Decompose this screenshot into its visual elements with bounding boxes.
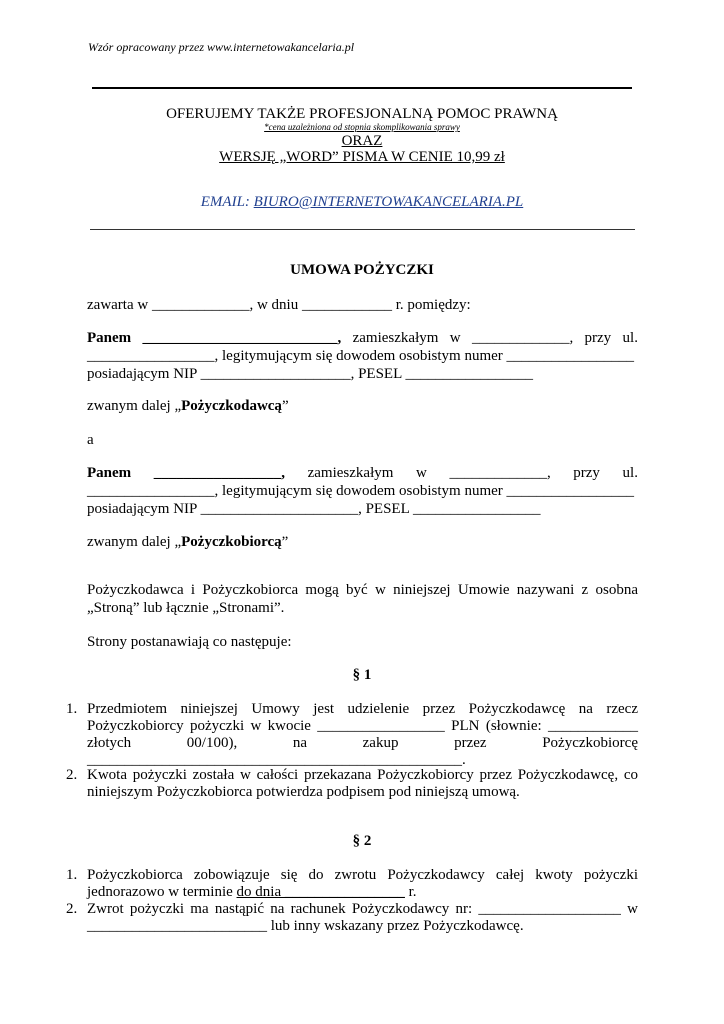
- party2-city-blank: _____________,: [449, 465, 551, 481]
- parties-definition-line1: Pożyczkodawca i Pożyczkobiorca mogą być w niniejszej Umowie nazywani z osobna: [87, 582, 638, 598]
- promo-divider: [90, 229, 635, 230]
- party1-line3: posiadającym NIP ____________________, PESEL _________________: [87, 366, 533, 382]
- intro-line: zawarta w _____________, w dniu ____________ r. pomiędzy:: [87, 297, 471, 313]
- party2-word: w: [416, 465, 427, 481]
- email-link[interactable]: BIURO@INTERNETOWAKANCELARIA.PL: [253, 194, 524, 210]
- section-2-heading: § 2: [352, 833, 372, 849]
- party1-word: zamieszkałym: [352, 330, 439, 346]
- s2-item2-line1: Zwrot pożyczki ma nastąpić na rachunek Pożyczkodawcy nr: ___________________ w: [87, 901, 638, 917]
- promo-word-version: WERSJĘ „WORD” PISMA W CENIE 10,99 zł: [219, 149, 505, 165]
- deadline-text: jednorazowo w terminie: [87, 884, 237, 900]
- promo-oraz: ORAZ: [341, 133, 383, 149]
- s1-item1-line4: __________________________________________________.: [87, 752, 466, 768]
- party2-word: ul.: [622, 465, 638, 481]
- s1-item2-line2: niniejszym Pożyczkobiorca potwierdza podpisem pod niniejszą umową.: [87, 784, 520, 800]
- party1-designation: [87, 398, 638, 415]
- promo-email: [90, 194, 634, 211]
- designation-term: Pożyczkobiorcą: [181, 534, 282, 550]
- list-number: 1.: [66, 867, 78, 883]
- s1-item2-line1: Kwota pożyczki została w całości przekazana Pożyczkobiorcy przez Pożyczkodawcę, co: [87, 767, 638, 783]
- agreement-intro: Strony postanawiają co następuje:: [87, 634, 292, 650]
- s1-item1-line1: Przedmiotem niniejszej Umowy jest udzielenie przez Pożyczkodawcę na rzecz: [87, 701, 638, 717]
- promo-price-note: *cena uzależniona od stopnia skomplikowania sprawy: [264, 122, 460, 132]
- list-number: 1.: [66, 701, 78, 717]
- designation-text: zwanym dalej „: [87, 398, 182, 414]
- party1-word: przy: [584, 330, 612, 346]
- party1-name-blank: __________________________,: [142, 330, 342, 346]
- s2-item1-line1: Pożyczkobiorca zobowiązuje się do zwrotu Pożyczkodawcy całej kwoty pożyczki: [87, 867, 638, 883]
- email-label: EMAIL:: [200, 194, 254, 210]
- party2-line3: posiadającym NIP _____________________, PESEL _________________: [87, 501, 541, 517]
- section-1-heading: § 1: [352, 667, 372, 683]
- designation-text: ”: [281, 398, 289, 414]
- party2-designation: [87, 534, 638, 551]
- party1-city-blank: _____________,: [471, 330, 574, 346]
- list-number: 2.: [66, 767, 78, 783]
- party2-line1: [87, 465, 638, 482]
- party1-line2: _________________, legitymującym się dowodem osobistym numer _________________: [87, 348, 635, 364]
- deadline-text: r.: [404, 884, 417, 900]
- s2-item2-line2: ________________________ lub inny wskazany przez Pożyczkodawcę.: [87, 918, 524, 934]
- party1-word: w: [449, 330, 461, 346]
- s1-item1-line3: złotych 00/100), na zakup przez Pożyczkobiorcę: [87, 735, 638, 751]
- header-rule: [92, 87, 632, 89]
- party2-title: Panem: [87, 465, 132, 481]
- conjunction: a: [87, 432, 94, 448]
- designation-term: Pożyczkodawcą: [181, 398, 282, 414]
- party1-line1: [87, 330, 638, 347]
- party1-word: ul.: [622, 330, 638, 346]
- s1-item1-line2: Pożyczkobiorcy pożyczki w kwocie _________________ PLN (słownie: ____________: [87, 718, 638, 734]
- s2-item1-line2: [87, 884, 638, 901]
- list-number: 2.: [66, 901, 78, 917]
- party2-line2: _________________, legitymującym się dowodem osobistym numer _________________: [87, 483, 635, 499]
- source-note: Wzór opracowany przez www.internetowakancelaria.pl: [88, 40, 355, 54]
- parties-definition-line2: „Stroną” lub łącznie „Stronami”.: [87, 600, 285, 616]
- deadline-date-blank: do dnia ________________: [236, 884, 405, 900]
- party2-name-blank: _________________,: [153, 465, 286, 481]
- document-title: UMOWA POŻYCZKI: [290, 262, 434, 278]
- promo-headline: OFERUJEMY TAKŻE PROFESJONALNĄ POMOC PRAWNĄ: [166, 106, 558, 122]
- party1-title: Panem: [87, 330, 132, 346]
- party2-word: przy: [573, 465, 600, 481]
- party2-word: zamieszkałym: [307, 465, 394, 481]
- designation-text: ”: [281, 534, 289, 550]
- designation-text: zwanym dalej „: [87, 534, 182, 550]
